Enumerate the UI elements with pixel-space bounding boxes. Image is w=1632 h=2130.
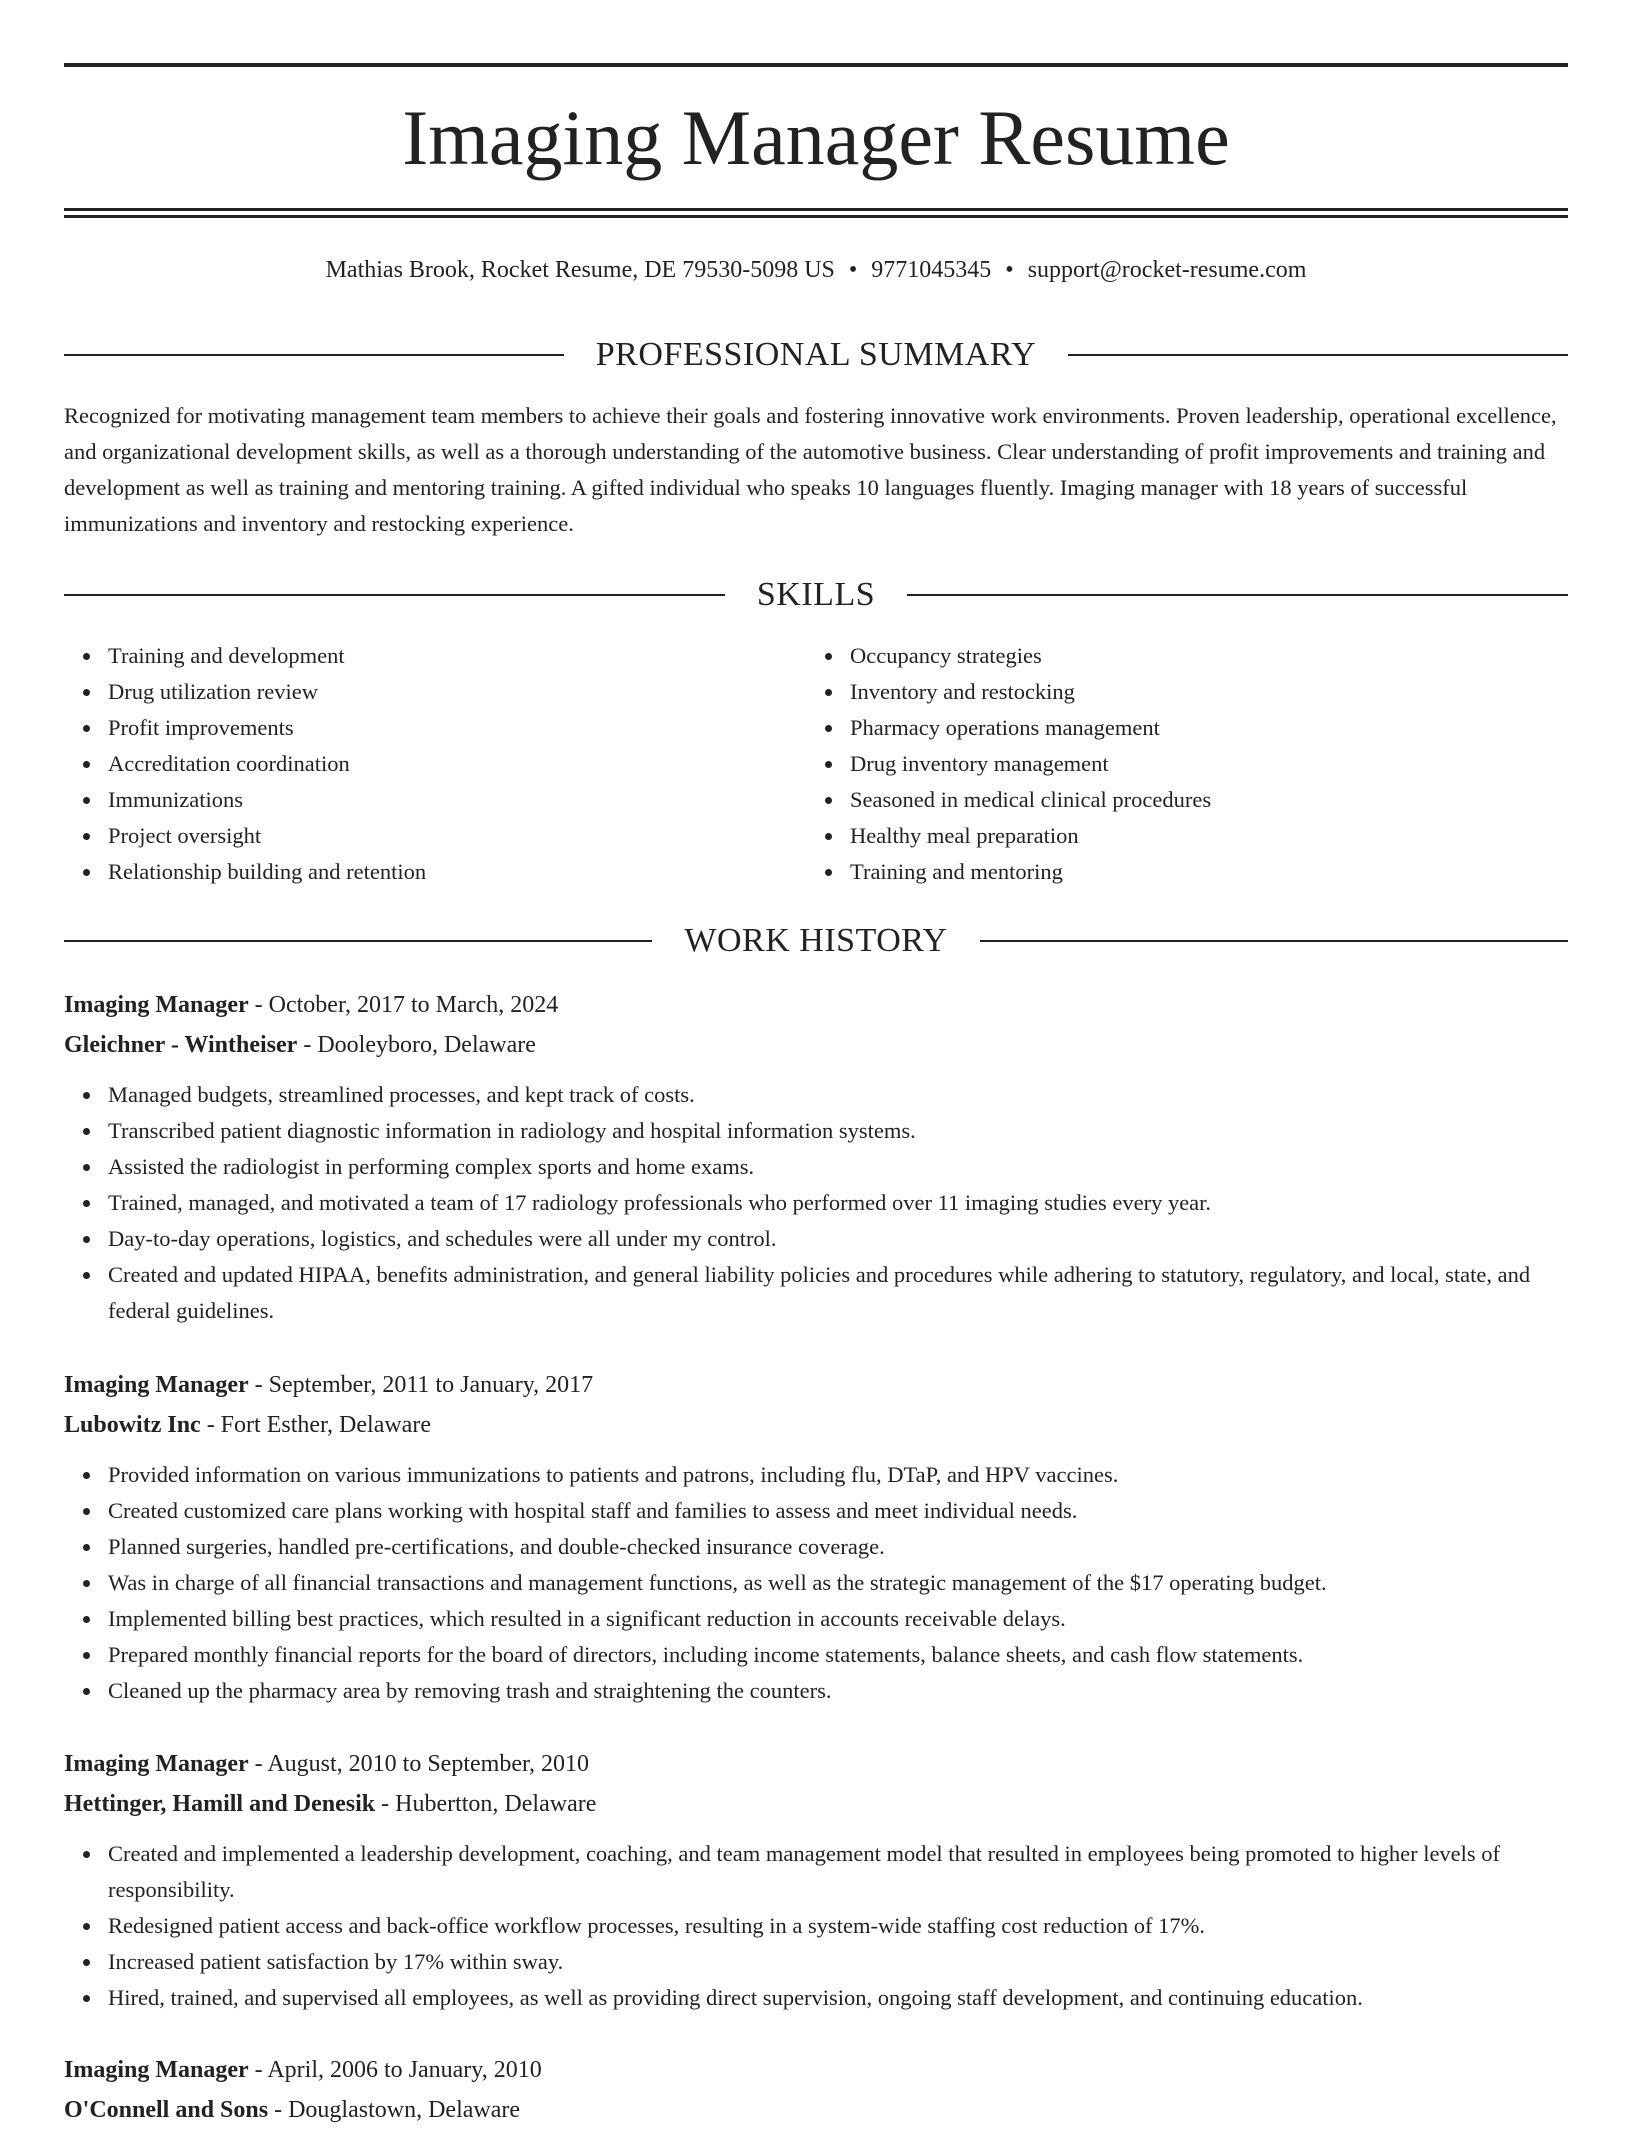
section-header-work bbox=[64, 921, 1568, 961]
duty-item: Created customized care plans working with hospital staff and families to assess and meet individual needs. bbox=[108, 1493, 1568, 1529]
contact-address: Mathias Brook, Rocket Resume, DE 79530-5098 US bbox=[325, 257, 835, 283]
section-header-summary bbox=[64, 335, 1568, 375]
job-dates: - April, 2006 to January, 2010 bbox=[248, 2057, 542, 2083]
duty-item: Planned surgeries, handled pre-certifications, and double-checked insurance coverage. bbox=[108, 1529, 1568, 1565]
job-company: Lubowitz Inc bbox=[64, 1412, 201, 1438]
duty-item: Created and updated HIPAA, benefits administration, and general liability policies and procedures while adhering to statutory, regulatory, and local, state, and federal guidelines. bbox=[108, 1257, 1568, 1329]
skill-item: Profit improvements bbox=[108, 710, 806, 746]
contact-separator: • bbox=[1005, 257, 1014, 283]
duty-item: Was in charge of all financial transactions and management functions, as well as the strategic management of the $17 operating budget. bbox=[108, 1565, 1568, 1601]
skill-item: Training and development bbox=[108, 638, 806, 674]
skills-column-left bbox=[64, 638, 806, 890]
job-title: Imaging Manager bbox=[64, 2057, 249, 2083]
duty-item: Hired, trained, and supervised all employees, as well as providing direct supervision, ongoing staff development, and continuing education. bbox=[108, 1980, 1568, 2016]
job-title-line bbox=[64, 985, 1568, 1025]
duty-item: Redesigned patient access and back-office workflow processes, resulting in a system-wide staffing cost reduction of 17%. bbox=[108, 1908, 1568, 1944]
duty-item: Prepared monthly financial reports for the board of directors, including income statements, balance sheets, and cash flow statements. bbox=[108, 1637, 1568, 1673]
job-company: O'Connell and Sons bbox=[64, 2097, 269, 2123]
duty-item: Day-to-day operations, logistics, and schedules were all under my control. bbox=[108, 1221, 1568, 1257]
title-double-rule bbox=[64, 208, 1568, 218]
job-location: - Douglastown, Delaware bbox=[268, 2097, 521, 2123]
skill-item: Training and mentoring bbox=[850, 854, 1548, 890]
top-rule bbox=[64, 63, 1568, 67]
section-title-summary: PROFESSIONAL SUMMARY bbox=[595, 336, 1037, 373]
job-company-line bbox=[64, 1025, 1568, 1065]
skill-item: Occupancy strategies bbox=[850, 638, 1548, 674]
skill-item: Accreditation coordination bbox=[108, 746, 806, 782]
skill-item: Drug utilization review bbox=[108, 674, 806, 710]
skill-item: Relationship building and retention bbox=[108, 854, 806, 890]
job-entry bbox=[64, 985, 1568, 1329]
job-title: Imaging Manager bbox=[64, 1372, 249, 1398]
resume-page bbox=[64, 0, 1568, 2123]
skill-item: Drug inventory management bbox=[850, 746, 1548, 782]
section-rule-right bbox=[980, 940, 1568, 942]
job-company-line bbox=[64, 1405, 1568, 1445]
job-title-line bbox=[64, 2050, 1568, 2090]
duty-item: Implemented billing best practices, which resulted in a significant reduction in accounts receivable delays. bbox=[108, 1601, 1568, 1637]
contact-email: support@rocket-resume.com bbox=[1027, 257, 1307, 283]
job-entry bbox=[64, 2050, 1568, 2130]
duty-item: Cleaned up the pharmacy area by removing trash and straightening the counters. bbox=[108, 1673, 1568, 1709]
section-title-skills: SKILLS bbox=[756, 576, 876, 613]
skills-column-right bbox=[806, 638, 1548, 890]
job-title: Imaging Manager bbox=[64, 992, 249, 1018]
section-rule-left bbox=[64, 594, 725, 596]
skill-item: Seasoned in medical clinical procedures bbox=[850, 782, 1548, 818]
job-company: Gleichner - Wintheiser bbox=[64, 1032, 298, 1058]
duty-item: Transcribed patient diagnostic information in radiology and hospital information systems. bbox=[108, 1113, 1568, 1149]
job-dates: - October, 2017 to March, 2024 bbox=[248, 992, 559, 1018]
contact-separator: • bbox=[848, 257, 858, 283]
duty-item: Provided information on various immunizations to patients and patrons, including flu, DTaP, and HPV vaccines. bbox=[108, 1457, 1568, 1493]
summary-text: Recognized for motivating management team members to achieve their goals and fostering innovative work environments. Proven leadership, operational excellence, and organizational development skills, as well as a thorough understanding of the automotive business. Clear understanding of profit improvements and training and development as well as training and mentoring training. A gifted individual who speaks 10 languages fluently. Imaging manager with 18 years of successful immunizations and inventory and restocking experience. bbox=[64, 403, 1557, 536]
job-title-line bbox=[64, 1365, 1568, 1405]
skill-item: Immunizations bbox=[108, 782, 806, 818]
job-company: Hettinger, Hamill and Denesik bbox=[64, 1791, 376, 1817]
job-company-line bbox=[64, 2090, 1568, 2130]
resume-title: Imaging Manager Resume bbox=[402, 94, 1230, 181]
skill-item: Project oversight bbox=[108, 818, 806, 854]
section-rule-right bbox=[1068, 354, 1568, 356]
section-header-skills bbox=[64, 575, 1568, 615]
skill-item: Healthy meal preparation bbox=[850, 818, 1548, 854]
job-location: - Dooleyboro, Delaware bbox=[297, 1032, 536, 1058]
duty-item: Trained, managed, and motivated a team of 17 radiology professionals who performed over 11 imaging studies every year. bbox=[108, 1185, 1568, 1221]
skills-list bbox=[64, 638, 1568, 890]
duty-item: Managed budgets, streamlined processes, and kept track of costs. bbox=[108, 1077, 1568, 1113]
skill-item: Pharmacy operations management bbox=[850, 710, 1548, 746]
skill-item: Inventory and restocking bbox=[850, 674, 1548, 710]
contact-line bbox=[64, 254, 1568, 286]
job-dates: - September, 2011 to January, 2017 bbox=[248, 1372, 594, 1398]
duty-item: Increased patient satisfaction by 17% within sway. bbox=[108, 1944, 1568, 1980]
section-title-work: WORK HISTORY bbox=[684, 922, 948, 959]
job-title-line bbox=[64, 1744, 1568, 1784]
section-rule-left bbox=[64, 354, 564, 356]
duty-item: Created and implemented a leadership development, coaching, and team management model that resulted in employees being promoted to higher levels of responsibility. bbox=[108, 1836, 1568, 1908]
contact-phone: 9771045345 bbox=[871, 257, 992, 283]
job-location: - Hubertton, Delaware bbox=[375, 1791, 597, 1817]
section-rule-right bbox=[907, 594, 1568, 596]
job-title: Imaging Manager bbox=[64, 1751, 249, 1777]
section-rule-left bbox=[64, 940, 652, 942]
job-entry bbox=[64, 1365, 1568, 1709]
job-duties bbox=[64, 1457, 1568, 1709]
job-duties bbox=[64, 1077, 1568, 1329]
job-company-line bbox=[64, 1784, 1568, 1824]
job-location: - Fort Esther, Delaware bbox=[200, 1412, 431, 1438]
duty-item: Assisted the radiologist in performing complex sports and home exams. bbox=[108, 1149, 1568, 1185]
job-entry bbox=[64, 1744, 1568, 2016]
job-duties bbox=[64, 1836, 1568, 2016]
job-dates: - August, 2010 to September, 2010 bbox=[248, 1751, 590, 1777]
